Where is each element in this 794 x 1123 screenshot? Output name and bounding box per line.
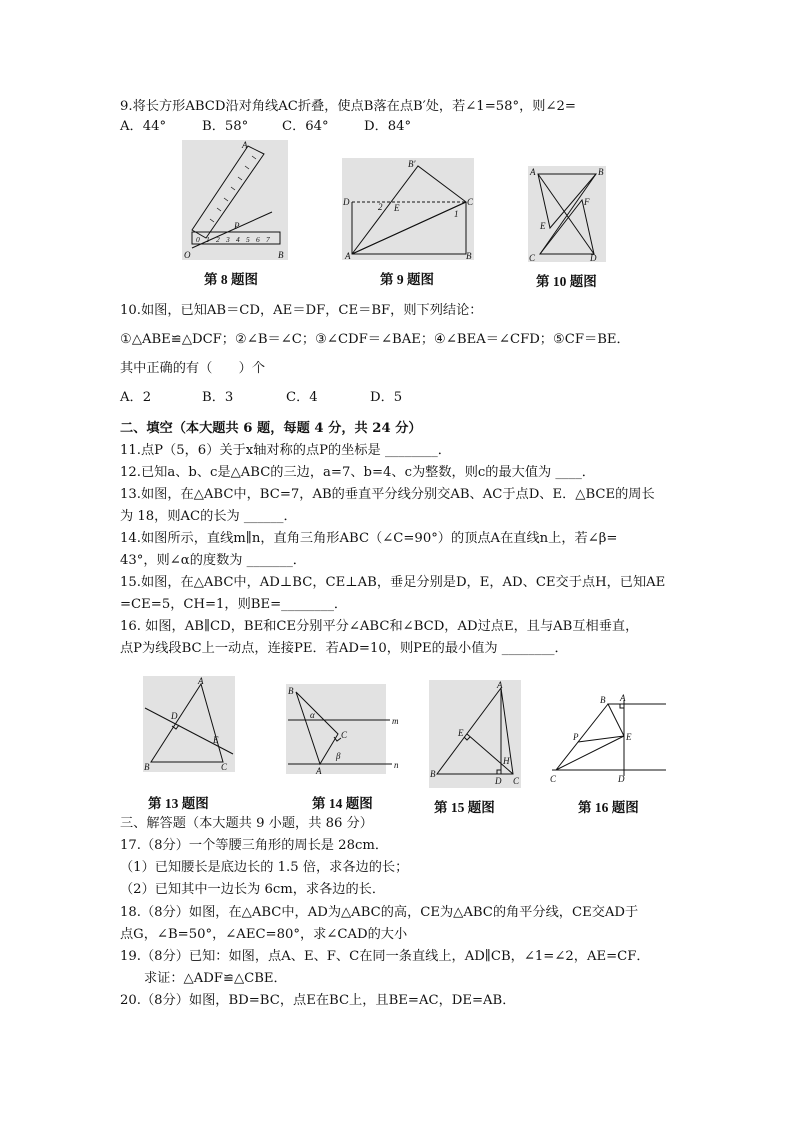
q9-option-b: B．58°	[202, 119, 249, 134]
caption-fig15: 第 15 题图	[434, 800, 495, 815]
fig10-label-f: F	[584, 197, 590, 207]
q14-line2: 43°，则∠α的度数为 _______．	[120, 553, 306, 568]
fig9-label-a: A	[345, 251, 351, 260]
fig8-label-b: B	[278, 250, 284, 260]
fig15-label-c: C	[513, 776, 520, 786]
fig9-label-e: E	[394, 203, 400, 213]
q14-line1: 14.如图所示，直线m∥n，直角三角形ABC（∠C=90°）的顶点A在直线n上，若∠β=	[120, 531, 618, 546]
fig8-num-6: 6	[256, 235, 260, 244]
caption-fig8: 第 8 题图	[204, 272, 258, 287]
q11: 11.点P（5，6）关于x轴对称的点P的坐标是 ________．	[120, 443, 451, 458]
fig10-label-e: E	[540, 221, 546, 231]
fig13-label-c: C	[221, 762, 228, 772]
q17-line3: （2）已知其中一边长为 6cm，求各边的长．	[120, 882, 386, 897]
fig16-label-c: C	[550, 774, 557, 784]
fig16-label-b: B	[600, 695, 606, 705]
fig16-label-e: E	[626, 732, 632, 742]
fig13-label-b: B	[144, 762, 150, 772]
caption-fig14: 第 14 题图	[312, 796, 373, 811]
caption-fig10: 第 10 题图	[536, 274, 597, 289]
figure-9	[342, 158, 474, 260]
fig14-label-a: A	[316, 766, 322, 774]
q17-line2: （1）已知腰长是底边长的 1.5 倍，求各边的长；	[120, 860, 409, 875]
figure-10	[528, 166, 606, 262]
fig9-label-c: C	[467, 197, 474, 207]
q20: 20.（8分）如图，BD=BC，点E在BC上，且BE=AC，DE=AB．	[120, 993, 516, 1008]
fig9-angle-1: 1	[454, 209, 459, 219]
fig16-label-p: P	[573, 732, 579, 742]
fig15-label-h: H	[503, 756, 510, 766]
q10-stem: 10.如图，已知AB＝CD，AE＝DF，CE＝BF，则下列结论：	[120, 303, 483, 318]
section-2-title: 二、填空（本大题共 6 题，每题 4 分，共 24 分）	[120, 421, 422, 436]
q9-option-d: D．84°	[364, 119, 412, 134]
fig10-label-a: A	[530, 167, 536, 177]
fig9-label-bprime: B′	[408, 159, 416, 169]
figure-13	[143, 676, 235, 772]
figure-15	[429, 680, 521, 788]
fig14-label-b: B	[288, 686, 294, 696]
fig13-label-e: E	[213, 735, 219, 745]
q17-line1: 17.（8分）一个等腰三角形的周长是 28cm．	[120, 838, 389, 853]
q10-option-b: B．3	[202, 390, 234, 405]
fig10-label-c: C	[529, 253, 536, 262]
fig9-angle-2: 2	[378, 202, 383, 212]
fig14-label-m: m	[392, 716, 399, 726]
section-3-title: 三、解答题（本大题共 9 小题，共 86 分）	[120, 816, 373, 831]
q9-option-a: A．44°	[120, 119, 167, 134]
figure-16	[548, 690, 670, 786]
fig15-label-b: B	[430, 769, 436, 779]
fig15-label-e: E	[458, 728, 464, 738]
q16-line2: 点P为线段BC上一动点，连接PE．若AD=10，则PE的最小值为 ________．	[120, 641, 568, 656]
q10-option-d: D．5	[370, 390, 403, 405]
fig14-label-alpha: α	[310, 710, 315, 720]
fig8-num-0: 0	[196, 235, 200, 244]
caption-fig16: 第 16 题图	[578, 800, 639, 815]
fig8-num-3: 3	[226, 235, 230, 244]
q9-option-c: C．64°	[282, 119, 329, 134]
q18-line2: 点G，∠B=50°，∠AEC=80°，求∠CAD的大小	[120, 927, 408, 942]
fig8-label-a: A	[242, 140, 248, 150]
figure-14	[286, 684, 404, 774]
q10-option-a: A．2	[120, 390, 152, 405]
q9-options	[120, 118, 411, 136]
q19-line2: 求证：△ADF≌△CBE．	[144, 971, 287, 986]
fig9-label-b: B	[466, 251, 472, 260]
fig8-num-7: 7	[266, 235, 270, 244]
q10-conclusions: ①△ABE≌△DCF；②∠B＝∠C；③∠CDF＝∠BAE；④∠BEA＝∠CFD；⑤CF＝BE．	[120, 332, 630, 347]
fig14-label-c: C	[341, 730, 348, 740]
fig10-label-b: B	[598, 167, 604, 177]
q12: 12.已知a、b、c是△ABC的三边，a=7、b=4、c为整数，则c的最大值为 ____．	[120, 465, 595, 480]
fig15-label-a: A	[497, 680, 503, 690]
q19-line1: 19.（8分）已知：如图，点A、E、F、C在同一条直线上，AD∥CB，∠1=∠2，AE=CF．	[120, 949, 650, 964]
caption-fig13: 第 13 题图	[148, 796, 209, 811]
q10-options	[120, 389, 402, 407]
fig8-num-4: 4	[236, 235, 240, 244]
fig10-label-d: D	[590, 253, 597, 262]
fig8-label-p: P	[234, 221, 240, 231]
fig13-label-d: D	[171, 711, 178, 721]
q10-option-c: C．4	[286, 390, 318, 405]
q16-line1: 16. 如图，AB∥CD，BE和CE分别平分∠ABC和∠BCD，AD过点E，且与AB互相垂直，	[120, 619, 639, 634]
q9-stem: 9.将长方形ABCD沿对角线AC折叠，使点B落在点B′处，若∠1=58°，则∠2=	[120, 99, 576, 114]
fig8-num-2: 2	[216, 235, 220, 244]
fig14-label-beta: β	[336, 751, 341, 761]
fig8-label-o: O	[184, 250, 191, 260]
q13-line1: 13.如图，在△ABC中，BC=7，AB的垂直平分线分别交AB、AC于点D、E．△BCE的周长	[120, 487, 655, 502]
fig16-label-d: D	[618, 774, 625, 784]
q15-line1: 15.如图，在△ABC中，AD⊥BC，CE⊥AB，垂足分别是D，E，AD、CE交于点H，已知AE	[120, 575, 666, 590]
fig9-label-d: D	[343, 197, 350, 207]
fig16-label-a: A	[620, 693, 626, 703]
fig15-label-d: D	[495, 776, 502, 786]
q13-line2: 为 18，则AC的长为 ______．	[120, 509, 297, 524]
figure-8	[182, 140, 288, 260]
q10-question: 其中正确的有（ ）个	[120, 361, 266, 376]
fig13-label-a: A	[198, 676, 204, 686]
q18-line1: 18.（8分）如图，在△ABC中，AD为△ABC的高，CE为△ABC的角平分线，CE交AD于	[120, 905, 639, 920]
q15-line2: =CE=5，CH=1，则BE=________．	[120, 597, 348, 612]
fig8-num-1: 1	[206, 235, 210, 244]
fig14-label-n: n	[394, 760, 399, 770]
caption-fig9: 第 9 题图	[380, 272, 434, 287]
fig8-num-5: 5	[246, 235, 250, 244]
